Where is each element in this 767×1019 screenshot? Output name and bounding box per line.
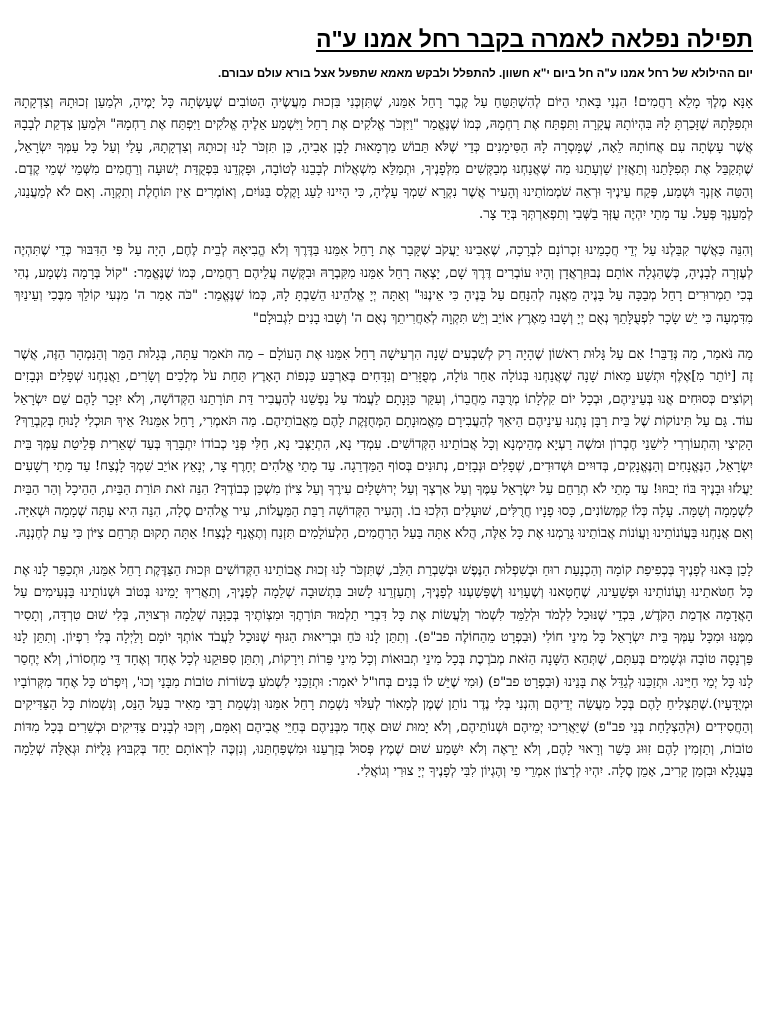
prayer-paragraph-3: מַה נֹּאמַר, מַה נְּדַבֵּר! אִם עַל גָּלוּת רִאשׁוֹן שֶׁהָיָה רַק לְשִׁבְעִים שָׁנָה הִרְעִישָׁה רָחֵל אִמֵּנוּ אֶת הָעוֹלָם – מַה תֹּאמַר עַתָּה, בְּגָלוּת הַמַּר וְהַנִּמְהָר הַזֶּה, אֲשֶׁר זֶה [יוֹתֵר מִ]אֶלֶף וּתְשַׁע מֵאוֹת שָׁנָה שֶׁאֲנַחְנוּ בְּגוֹלָה אַחַר גּוֹלָה, מְפֻזָּרִים וְנִדָּחִים בְּאַרְבַּע כַּנְפוֹת הָאָרֶץ תַּחַת עֹל מְלָכִים וְשָׂרִים, וַאֲנַחְנוּ שְׁפָלִים וּנְבָזִים וְקוֹצִים כְּסוּחִים אֲנוּ בְּעֵינֵיהֶם, וּבְכָל יוֹם קִלְלָתוֹ מְרֻבָּה מֵחֲבֵרוֹ, וְעִקַּר כַּוָּנָתָם לַעֲמֹד עַל נַפְשֵׁנוּ לְהַעֲבִיר דַּת תּוֹרָתֵנוּ הַקְּדוֹשָׁה, וְלֹא יִזָּכֵר לָהֶם שֵׁם יִשְׂרָאֵל עוֹד. גַּם עַל תִּינוֹקוֹת שֶׁל בֵּית רַבָּן נָתְנוּ עֵינֵיהֶם הֵיאַךְ לְהַעֲבִירָם מֵאֱמוּנָתָם הַמְּחֻזֶּקֶת לָהֶם מֵאֲבוֹתֵיהֶם. מַה תֹּאמְרִי, רָחֵל אִמֵּנוּ? אֵיךְ תּוּכְלִי לָנוּחַ בְּקִבְרֵךְ? הָקִיצִי וְהִתְעוֹרְרִי לִישֵׁנֵי חֶבְרוֹן וּמשֶׁה רַעְיָא מְהֵימְנָא וְכָל אֲבוֹתֵינוּ הַקְּדוֹשִׁים. עִמְדִי נָא, הִתְיַצְּבִי נָא, חַלִּי פְּנֵי כְבוֹדוֹ יִתְבָּרֵךְ בְּעַד שְׁאֵרִית פְּלֵיטַת עַמְּךָ בֵּית יִשְׂרָאֵל, הַנֶּאֱנָחִים וְהַנֶּאֱנָקִים, בְּדוּיִים וּשְׁדוּדִים, שְׁפָלִים וּנְבָזִים, נְתוּנִים בְּסוֹף הַמַּדְרֵגָה. עַד מָתַי אֱלֹהִים יְחָרֶף צָר, יְנָאֵץ אוֹיֵב שִׁמְךָ לָנֶצַח! עַד מָתַי רְשָׁעִים יַעֲלֹזוּ וּבָנֶיךָ בּוֹז יָבוּזוּ! עַד מָתַי לֹא תְרַחֵם עַל יִשְׂרָאֵל עַמֶּךָ וְעַל אַרְצְךָ וְעַל יְרוּשָׁלַיִם עִירֶךָ וְעַל צִיּוֹן מִשְׁכַּן כְּבוֹדֶךָ? הִנֵּה זֹאת תּוֹרַת הַבַּיִת, הַהֵיכָל וְהַר הַבַּיִת לִשְׁמָמָה וְשַׁמָּה. עָלָה כְּלוֹ קִמְּשׂוֹנִים, כָּסוּ פָנָיו חֲרֻלִּים, שׁוּעָלִים הִלְּכוּ בוֹ. וְהָעִיר הַקְּדוֹשָׁה רַבַּת הַמַּעֲלוֹת, עִיר אֱלֹהִים סֶלָה, הִנֵּה הִיא עַתָּה שְׁמָמָה וּשְׁאִיָּה. וְאִם אֲנַחְנוּ בַּעֲוֹנוֹתֵינוּ וַעֲוֹנוֹת אֲבוֹתֵינוּ גָּרַמְנוּ אֶת כָּל אֵלֶּה, הֲלֹא אַתָּה בַּעַל הָרַחֲמִים, הַלְעוֹלָמִים תִּזְנַח וְתֶאֱנַף לָנֶצַח! אַתָּה תָקוּם תְּרַחֵם צִיּוֹן כִּי עֵת לְחֶנְנָהּ. [14,347,753,542]
prayer-paragraph-1: אָנָּא מֶלֶךְ מָלֵא רַחֲמִים! הִנְנִי בָּאתִי הַיּוֹם לְהִשְׁתַּטֵּחַ עַל קֶבֶר רָחֵל אִמֵּנוּ, שֶׁתִּזְכְּנִי בִּזְכוּת מַעֲשֶׂיהָ הַטּוֹבִים שֶׁעָשְׂתָה כָּל יָמֶיהָ, וּלְמַעַן זְכוּתָהּ וְצִדְקָתָהּ וּתְפִלָּתָהּ שֶׁזָּכַרְתָּ לָהּ בִּהְיוֹתָהּ עֲקָרָה וַתִּפְתַּח אֶת רַחְמָהּ, כְּמוֹ שֶׁנֶּאֱמַר "וַיִּזְכֹּר אֱלֹקִים אֶת רָחֵל וַיִּשְׁמַע אֵלֶיהָ אֱלֹקִים וַיִּפְתַּח אֶת רַחְמָהּ" וּלְמַעַן צִדְקַת לְבָבָהּ אֲשֶׁר עָשְׂתָה עִם אֲחוֹתָהּ לֵאָה, שֶׁמָּסְרָה לָהּ הַסִּימָנִים כְּדֵי שֶׁלֹּא תֵּבוֹשׁ מַרְמָאוּת לָבָן אָבִיהָ, כֵּן תִּזְכֹּר לָנוּ זְכוּתָהּ וְצִדְקָתָהּ, עָלַי וְעַל כָּל עַמְּךָ יִשְׂרָאֵל, שֶׁתְּקַבֵּל אֶת תְּפִלָּתֵנוּ וְתַאֲזִין שַׁוְעָתֵנוּ מַה שֶּׁאֲנַחְנוּ מְבַקְּשִׁים מִלְּפָנֶיךָ, וּתְמַלֵּא מִשְׁאֲלוֹת לְבָבֵנוּ לְטוֹבָה, וּפָקְדֵנוּ בִּפְקֻדַּת יְשׁוּעָה וְרַחֲמִים מִשְּׁמֵי שְׁמֵי קֶדֶם. וְהַטֵּה אָזְנְךָ וּשְׁמַע, פְּקַח עֵינֶיךָ וּרְאֵה שֹׁמְמוֹתֵינוּ וְהָעִיר אֲשֶׁר נִקְרָא שִׁמְךָ עָלֶיהָ, כִּי הָיִינוּ לַעַג וָקֶלֶס בַּגּוֹיִם, וְאוֹמְרִים אֵין תּוֹחֶלֶת וְתִקְוָה. וְאִם לֹא לְמַעֲנֵנוּ, לְמַעַנְךָ פְּעַל. עַד מָתַי יִהְיֶה עֻזְּךָ בַשְּׁבִי וְתִפְאַרְתְּךָ בְּיַד צָר. [14,95,753,223]
prayer-paragraph-4: לָכֵן בָּאנוּ לְפָנֶיךָ בְּכְפִיפַת קוֹמָה וְהַכְנָעַת רוּחַ וּבְשִׁפְלוּת הַנֶּפֶשׁ וּבְשִׁבְרַת הַלֵּב, שֶׁתִּזְכֹּר לָנוּ זְכוּת אֲבוֹתֵינוּ הַקְּדוֹשִׁים וּזְכוּת הַצַּדֶּקֶת רָחֵל אִמֵּנוּ, וּתְכַפֵּר לָנוּ אֶת כָּל חַטֹּאתֵינוּ וַעֲוֹנוֹתֵינוּ וּפְשָׁעֵינוּ, שֶׁחָטָאנוּ וְשֶׁעָוִינוּ וְשֶׁפָּשַׁעְנוּ לְפָנֶיךָ, וְתַעַזְרֵנוּ לָשׁוּב בִּתְשׁוּבָה שְׁלֵמָה לְפָנֶיךָ, וְתַאֲרִיךְ יָמֵינוּ בְּטוֹב וּשְׁנוֹתֵינוּ בַּנְּעִימִים עַל הָאֲדָמָה אַדְמַת הַקֹּדֶשׁ, בִּכְדֵי שֶׁנּוּכַל לִלְמֹד וּלְלַמֵּד לִשְׁמֹר וְלַעֲשׂוֹת אֶת כָּל דִּבְרֵי תַלְמוּד תּוֹרָתֶךָ וּמִצְוֹתֶיךָ בְּכַוָּנָה שְׁלֵמָה וּרְצוּיָה, בְּלִי שׁוּם טִרְדָּה, וְתָסִיר מִמֶּנּוּ וּמִכָּל עַמְּךָ בֵּית יִשְׂרָאֵל כָּל מִינֵי חוֹלִי (וּבִפְרָט מֵהַחוֹלֶה פב"פ). וְתִתֵּן לָנוּ כֹּחַ וּבְרִיאוּת הַגּוּף שֶׁנּוּכַל לַעֲבֹד אוֹתְךָ יוֹמָם וָלַיְלָה בְּלִי רִפְיוֹן. וְתִתֵּן לָנוּ פַּרְנָסָה טוֹבָה וּגְשָׁמִים בְּעִתָּם, שֶׁתְּהֵא הַשָּׁנָה הַזֹּאת מְבֹרֶכֶת בְּכָל מִינֵי תְבוּאוֹת וְכָל מִינֵי פֵּרוֹת וִירָקוֹת, וְתִתֵּן סִפּוּקֵנוּ לְכָל אֶחָד וְאֶחָד דֵּי מַחְסוֹרוֹ, וְלֹא יֶחְסַר לָנוּ כָּל יְמֵי חַיֵּינוּ. וּתְזַכֵּנוּ לְגַדֵּל אֶת בָּנֵינוּ (וּבִפְרָט פב"פ) (וּמִי שֶׁיֵּשׁ לוֹ בָּנִים בְּחו"ל יֹאמַר: וּתְזַכֵּנִי לִשְׁמֹעַ בְּשׂוֹרוֹת טוֹבוֹת מִבָּנַי וְכוּ', וְיִפְרֹט כָּל אֶחָד מִקְּרוֹבָיו וּמְיֻדָּעָיו).שֶׁתַּצְלִיחַ לָהֶם בְּכָל מַעֲשֵׂה יְדֵיהֶם וְהִנְנִי בְּלִי נֶדֶר נוֹתֵן שֶׁמֶן לְמָאוֹר לְעִלּוּי נִשְׁמַת רָחֵל אִמֵּנוּ וְנִשְׁמַת רַבִּי מֵאִיר בַּעַל הַנֵּס, וְנִשְׁמוֹת כָּל הַצַּדִּיקִים וְהַחֲסִידִים (וּלְהַצְלָחַת בְּנֵי פב"פ) שֶׁיַּאֲרִיכוּ יְמֵיהֶם וּשְׁנוֹתֵיהֶם, וְלֹא יָמוּת שׁוּם אֶחָד מִבְּנֵיהֶם בְּחַיֵּי אֲבִיהֶם וְאִמָּם, וְיִזְכּוּ לְבָנִים צַדִּיקִים וּכְשֵׁרִים בְּכָל מִדּוֹת טוֹבוֹת, וְתַזְמִין לָהֶם זִוּוּג כָּשֵׁר וְרָאוּי לָהֶם, וְלֹא יֵרָאֶה וְלֹא יִשָּׁמַע שׁוּם שֶׁמֶץ פְּסוּל בְּזַרְעֵנוּ וּמִשְׁפַּחְתֵּנוּ, וְנִזְכֶּה לִרְאוֹתָם יַחַד בְּקִבּוּץ גָּלֻיּוֹת וּגְאֻלָּה שְׁלֵמָה בַּעֲגָלָא וּבִזְמַן קָרִיב, אָמֵן סֶלָה. יִהְיוּ לְרָצוֹן אִמְרֵי פִי וְהֶגְיוֹן לִבִּי לְפָנֶיךָ יְיָ צוּרִי וְגוֹאֲלִי. [14,562,753,780]
page-title: תפילה נפלאה לאמרה בקבר רחל אמנו ע"ה [316,26,753,52]
prayer-paragraph-2: וְהִנֵּה כַּאֲשֶׁר קִבַּלְנוּ עַל יְדֵי חֲכָמֵינוּ זִכְרוֹנָם לִבְרָכָה, שֶׁאָבִינוּ יַעֲקֹב שֶׁקָּבַר אֶת רָחֵל אִמֵּנוּ בַּדֶּרֶךְ וְלֹא הֱבִיאָהּ לְבֵית לֶחֶם, הָיָה עַל פִּי הַדִּבּוּר כְּדֵי שֶׁתִּהְיֶה לְעֶזְרָה לְבָנֶיהָ, כְּשֶׁהִגְלָה אוֹתָם נְבוּזַרְאֲדָן וְהָיוּ עוֹבְרִים דֶּרֶךְ שָׁם, יָצְאָה רָחֵל אִמֵּנוּ מִקִּבְרָהּ וּבִקְּשָׁה עֲלֵיהֶם רַחֲמִים, כְּמוֹ שֶׁנֶּאֱמַר: "קוֹל בְּרָמָה נִשְׁמָע, נְהִי בְּכִי תַמְרוּרִים רָחֵל מְבַכָּה עַל בָּנֶיהָ מֵאֲנָה לְהִנָּחֵם עַל בָּנֶיהָ כִּי אֵינֶנּוּ" וְאַתָּה יְיָ אֱלֹהֵינוּ הֵשַׁבְתָּ לָהּ, כְּמוֹ שֶׁנֶּאֱמַר: "כֹּה אָמַר ה' מִנְעִי קוֹלֵךְ מִבֶּכִי וְעֵינַיִךְ מִדִּמְעָה כִּי יֵשׁ שָׂכָר לִפְעֻלָּתֵךְ נְאֻם יְיָ וְשָׁבוּ מֵאֶרֶץ אוֹיֵב וְיֵשׁ תִּקְוָה לְאַחֲרִיתֵךְ נְאֻם ה' וְשָׁבוּ בָנִים לִגְבוּלָם" [14,243,753,326]
page-subtitle: יום ההילולא של רחל אמנו ע"ה חל ביום י"א חשוון. להתפלל ולבקש מאמא שתפעל אצל בורא עולם עבורם. [218,68,753,80]
